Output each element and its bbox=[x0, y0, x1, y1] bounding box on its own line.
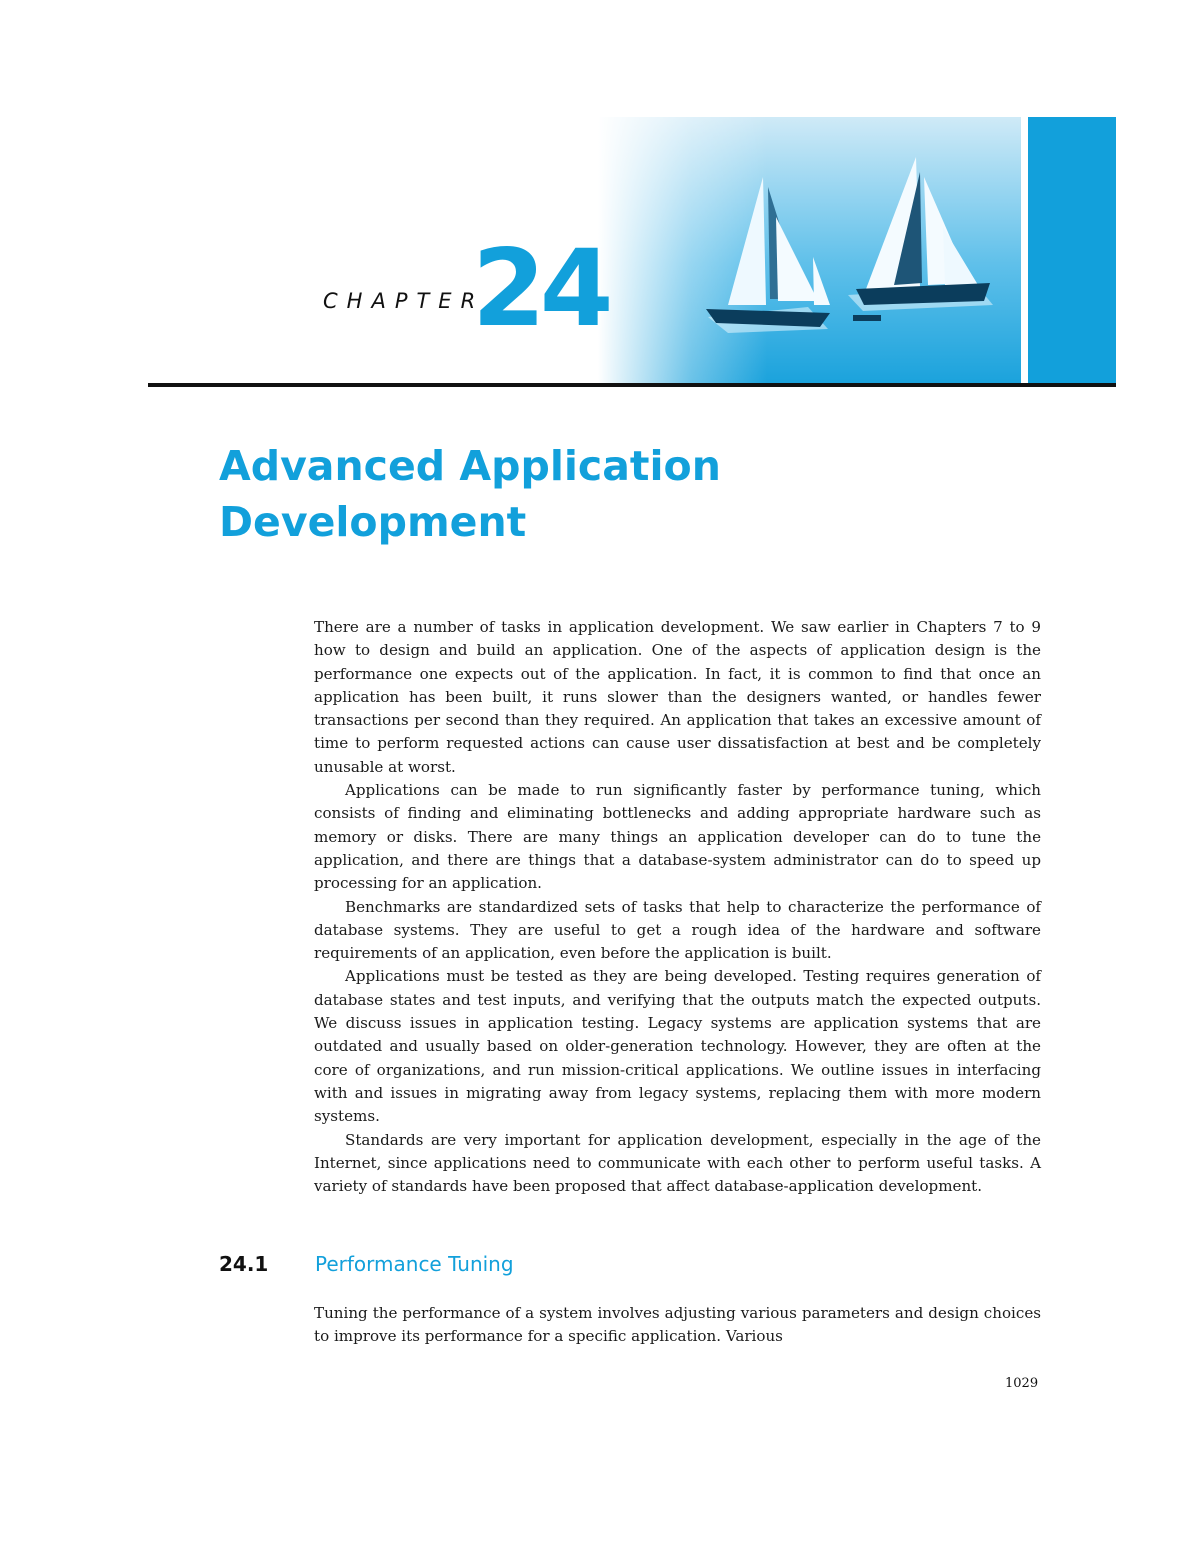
page-number: 1029 bbox=[1005, 1376, 1039, 1391]
intro-paragraph: Applications can be made to run significantly faster by performance tuning, which consists of finding and eliminating bottlenecks and adding appropriate hardware such as memory or disks. There are many things an application developer can do to tune the application, and there are things that a database-system administrator can do to speed up processing for an application. bbox=[314, 781, 1041, 893]
intro-paragraph: There are a number of tasks in application development. We saw earlier in Chapters 7 to 9 how to design and build an application. One of the aspects of application design is the performance one expects out of the application. In fact, it is common to find that once an application has been built, it runs slower than the designers wanted, or handles fewer transactions per second than they required. An application that takes an excessive amount of time to perform requested actions can cause user dissatisfaction at best and be completely unusable at worst. bbox=[314, 618, 1041, 776]
section-text bbox=[314, 1302, 1041, 1349]
chapter-title-line-1: Advanced Application bbox=[219, 442, 721, 490]
chapter-title-line-2: Development bbox=[219, 498, 527, 546]
chapter-header-photo-sailboats bbox=[598, 117, 1021, 385]
chapter-side-tab bbox=[1028, 117, 1116, 385]
intro-text bbox=[314, 616, 1041, 1198]
chapter-number: 24 bbox=[472, 227, 608, 350]
section-number: 24.1 bbox=[219, 1252, 269, 1276]
chapter-title bbox=[219, 438, 721, 550]
header-rule bbox=[148, 383, 1116, 387]
intro-paragraph: Benchmarks are standardized sets of tasks that help to characterize the performance of database systems. They are useful to get a rough idea of the hardware and software requirements of an application, even before the application is built. bbox=[314, 897, 1041, 963]
section-title: Performance Tuning bbox=[315, 1252, 514, 1276]
section-paragraph: Tuning the performance of a system involves adjusting various parameters and design choices to improve its performance for a specific application. Various bbox=[314, 1304, 1041, 1346]
intro-paragraph: Applications must be tested as they are being developed. Testing requires generation of database states and test inputs, and verifying that the outputs match the expected outputs. We discuss issues in application testing. Legacy systems are application systems that are outdated and usually based on older-generation technology. However, they are often at the core of organizations, and run mission-critical applications. We outline issues in interfacing with and issues in migrating away from legacy systems, replacing them with more modern systems. bbox=[314, 967, 1041, 1126]
chapter-label: CHAPTER bbox=[323, 289, 485, 313]
intro-paragraph: Standards are very important for application development, especially in the age of the Internet, since applications need to communicate with each other to perform useful tasks. A variety of standards have been proposed that affect database-application development. bbox=[314, 1130, 1041, 1196]
